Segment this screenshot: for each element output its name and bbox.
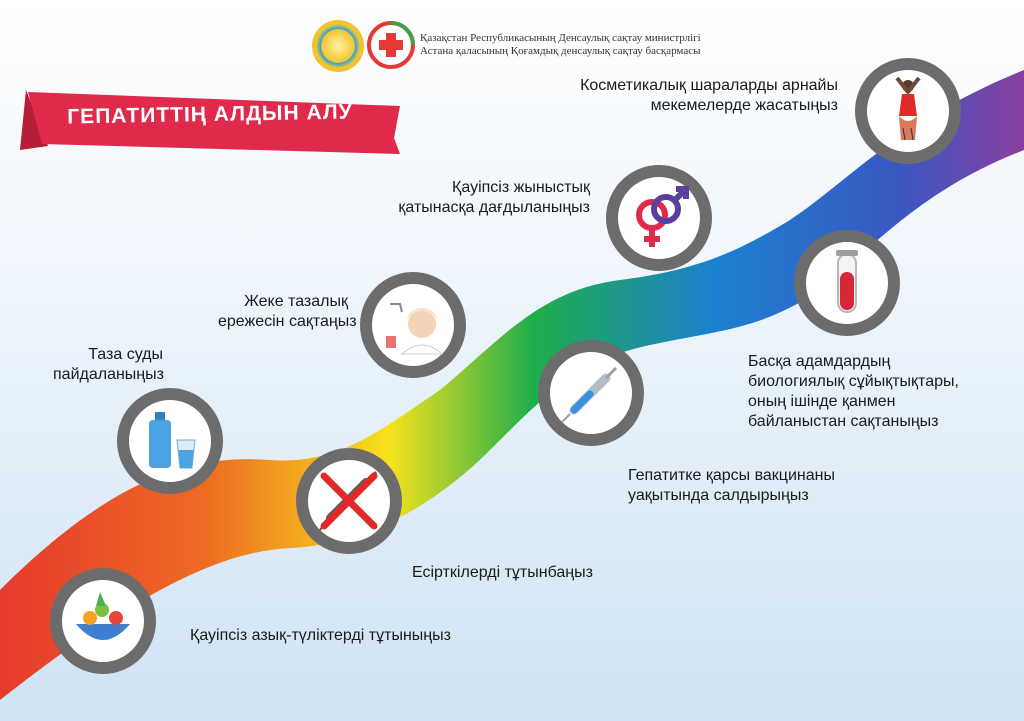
page-title: ГЕПАТИТТІҢ АЛДЫН АЛУ [67, 100, 353, 129]
step-label-drugs: Есірткілерді тұтынбаңыз [412, 564, 593, 581]
step-label-cosmetics: Косметикалық шараларды арнайы мекемелерде жасатыңыз [580, 77, 838, 114]
step-circle-food [50, 568, 156, 674]
header [312, 18, 732, 78]
step-label-vaccine: Гепатитке қарсы вакцинаны уақытында салдырыңыз [628, 467, 835, 504]
ministry-line-1: Қазақстан Республикасының Денсаулық сақтау министрлігі [420, 32, 701, 44]
shower-person-icon [372, 284, 454, 366]
step-label-food: Қауіпсіз азық-түліктерді тұтыныңыз [190, 627, 451, 644]
step-circle-drugs [296, 448, 402, 554]
vegetable-bowl-icon [62, 580, 144, 662]
step-label-blood: Басқа адамдардың биологиялық сұйықтықтары, оның ішінде қанмен байланыстан сақтаныңыз [748, 353, 959, 430]
step-circle-hygiene [360, 272, 466, 378]
step-circle-cosmetics [855, 58, 961, 164]
step-circle-vaccine [538, 340, 644, 446]
step-label-water: Таза суды пайдаланыңыз [53, 346, 164, 383]
step-circle-safe-sex [606, 165, 712, 271]
ministry-line-2: Астана қаласының Қоғамдық денсаулық сақтау басқармасы [420, 45, 701, 57]
vaccine-syringe-icon [550, 352, 632, 434]
step-circle-blood [794, 230, 900, 336]
step-label-safe-sex: Қауіпсіз жыныстық қатынасқа дағдыланыңыз [398, 179, 590, 216]
health-ministry-logo-icon [366, 20, 416, 70]
water-bottle-glass-icon [129, 400, 211, 482]
step-circle-water [117, 388, 223, 494]
gender-symbols-icon [618, 177, 700, 259]
tattooed-woman-icon [867, 70, 949, 152]
step-label-hygiene: Жеке тазалық ережесін сақтаңыз [218, 293, 357, 330]
kazakhstan-emblem-icon [312, 20, 364, 72]
blood-test-tube-icon [806, 242, 888, 324]
crossed-syringe-icon [308, 460, 390, 542]
